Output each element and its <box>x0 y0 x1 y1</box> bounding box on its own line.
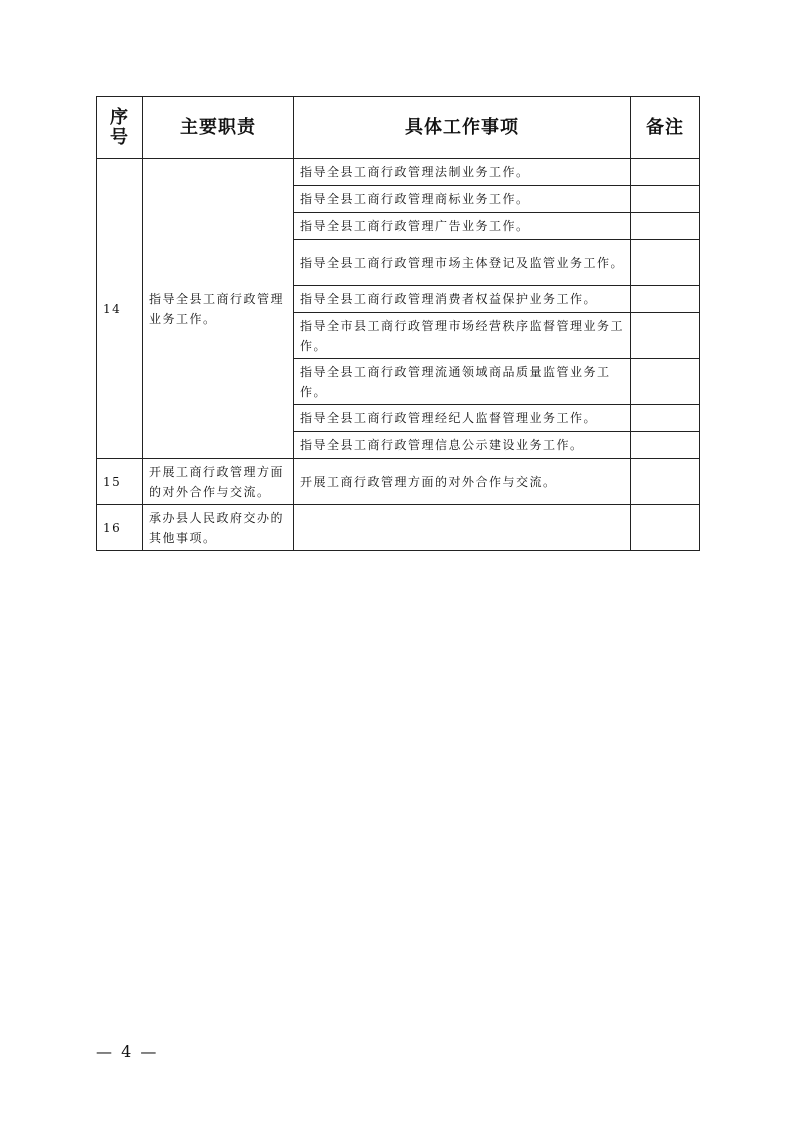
table-row <box>97 459 700 505</box>
duty-cell: 开展工商行政管理方面的对外合作与交流。 <box>143 459 294 505</box>
note-cell <box>631 459 700 505</box>
note-cell <box>631 313 700 359</box>
note-cell <box>631 186 700 213</box>
note-cell <box>631 359 700 405</box>
note-cell <box>631 240 700 286</box>
header-num-line1: 序 <box>110 106 129 128</box>
note-cell <box>631 405 700 432</box>
header-task: 具体工作事项 <box>294 97 631 159</box>
table-row <box>97 505 700 551</box>
row-number: 14 <box>97 159 143 459</box>
task-cell: 指导全县工商行政管理经纪人监督管理业务工作。 <box>294 405 631 432</box>
duty-cell: 指导全县工商行政管理业务工作。 <box>143 159 294 459</box>
note-cell <box>631 432 700 459</box>
header-num-line2: 号 <box>110 126 129 148</box>
row-number: 15 <box>97 459 143 505</box>
duty-cell: 承办县人民政府交办的其他事项。 <box>143 505 294 551</box>
duties-table <box>96 96 700 551</box>
task-cell <box>294 505 631 551</box>
task-cell: 开展工商行政管理方面的对外合作与交流。 <box>294 459 631 505</box>
task-cell: 指导全县工商行政管理商标业务工作。 <box>294 186 631 213</box>
page-number: — 4 — <box>96 1042 159 1061</box>
task-cell: 指导全县工商行政管理信息公示建设业务工作。 <box>294 432 631 459</box>
header-num <box>97 97 143 159</box>
header-duty: 主要职责 <box>143 97 294 159</box>
note-cell <box>631 505 700 551</box>
table-row <box>97 159 700 186</box>
task-cell: 指导全县工商行政管理法制业务工作。 <box>294 159 631 186</box>
table-header-row <box>97 97 700 159</box>
note-cell <box>631 213 700 240</box>
task-cell: 指导全市县工商行政管理市场经营秩序监督管理业务工作。 <box>294 313 631 359</box>
task-cell: 指导全县工商行政管理广告业务工作。 <box>294 213 631 240</box>
task-cell: 指导全县工商行政管理流通领域商品质量监管业务工作。 <box>294 359 631 405</box>
task-cell: 指导全县工商行政管理消费者权益保护业务工作。 <box>294 286 631 313</box>
header-note: 备注 <box>631 97 700 159</box>
row-number: 16 <box>97 505 143 551</box>
note-cell <box>631 159 700 186</box>
task-cell: 指导全县工商行政管理市场主体登记及监管业务工作。 <box>294 240 631 286</box>
note-cell <box>631 286 700 313</box>
